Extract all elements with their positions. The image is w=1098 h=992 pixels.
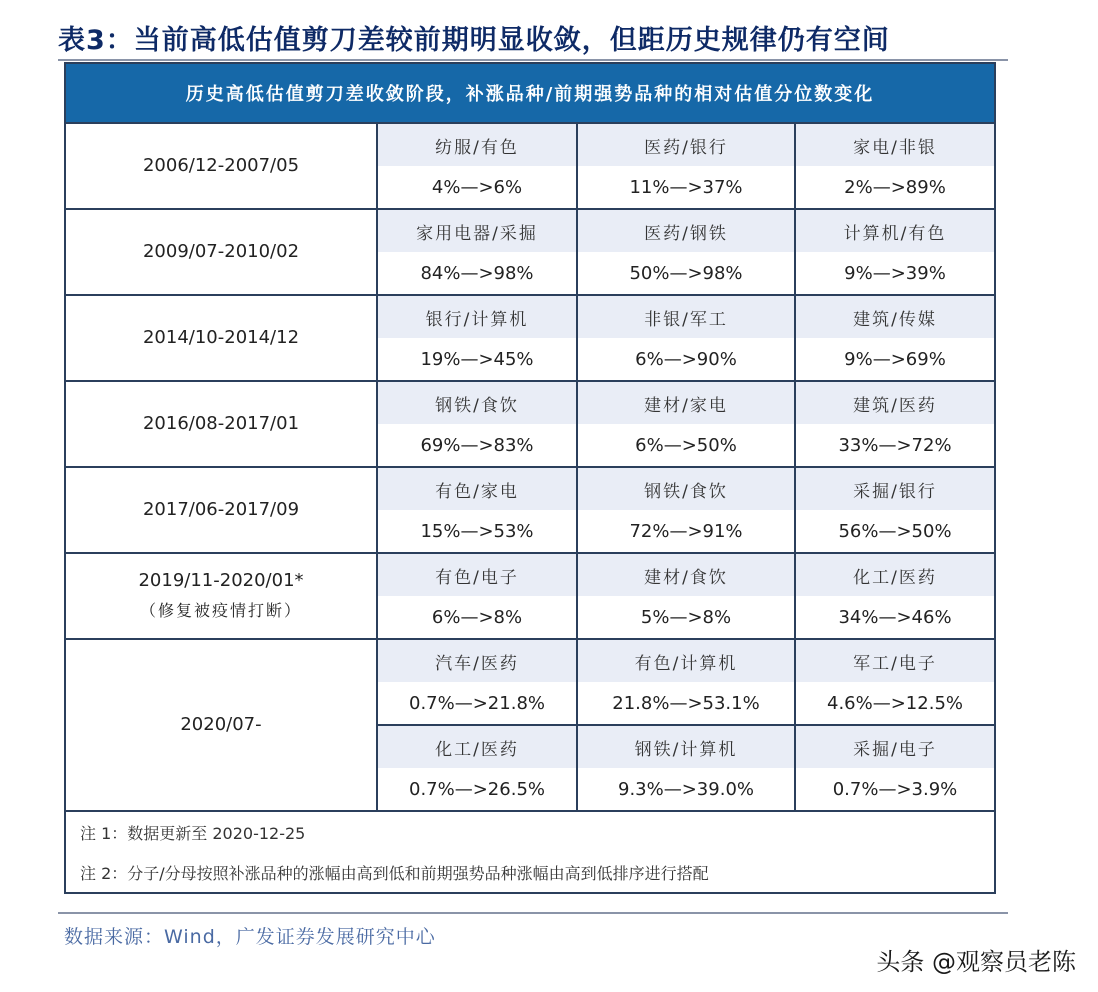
percentile-change: 11%—>37% — [577, 166, 795, 209]
percentile-change: 34%—>46% — [795, 596, 995, 639]
percentile-change: 0.7%—>3.9% — [795, 768, 995, 811]
period-cell — [65, 639, 377, 811]
table-row — [65, 639, 995, 682]
period-cell — [65, 467, 377, 553]
sector-pair: 化工/医药 — [377, 725, 577, 768]
table-note: 注 1：数据更新至 2020-12-25 — [65, 811, 995, 852]
table-row — [65, 209, 995, 252]
period-label: 2006/12-2007/05 — [142, 155, 300, 176]
percentile-change: 6%—>50% — [577, 424, 795, 467]
percentile-change: 4%—>6% — [377, 166, 577, 209]
sector-pair: 医药/钢铁 — [577, 209, 795, 252]
sector-pair: 钢铁/食饮 — [577, 467, 795, 510]
sector-pair: 钢铁/计算机 — [577, 725, 795, 768]
sector-pair: 家电/非银 — [795, 123, 995, 166]
percentile-change: 5%—>8% — [577, 596, 795, 639]
period-label: 2017/06-2017/09 — [142, 499, 300, 520]
data-source: 数据来源：Wind，广发证券发展研究中心 — [64, 926, 436, 948]
sector-pair: 医药/银行 — [577, 123, 795, 166]
source-divider — [58, 912, 1008, 914]
percentile-change: 6%—>8% — [377, 596, 577, 639]
period-label: 2020/07- — [180, 714, 262, 735]
sector-pair: 采掘/银行 — [795, 467, 995, 510]
table-title: 表3：当前高低估值剪刀差较前期明显收敛，但距历史规律仍有空间 — [58, 25, 890, 56]
sector-pair: 汽车/医药 — [377, 639, 577, 682]
sector-pair: 建材/食饮 — [577, 553, 795, 596]
sector-pair: 有色/计算机 — [577, 639, 795, 682]
period-cell — [65, 209, 377, 295]
sector-pair: 采掘/电子 — [795, 725, 995, 768]
percentile-change: 19%—>45% — [377, 338, 577, 381]
sector-pair: 建材/家电 — [577, 381, 795, 424]
percentile-change: 9%—>69% — [795, 338, 995, 381]
sector-pair: 有色/家电 — [377, 467, 577, 510]
period-cell — [65, 553, 377, 639]
percentile-change: 0.7%—>26.5% — [377, 768, 577, 811]
sector-pair: 非银/军工 — [577, 295, 795, 338]
percentile-change: 50%—>98% — [577, 252, 795, 295]
percentile-change: 9%—>39% — [795, 252, 995, 295]
percentile-change: 21.8%—>53.1% — [577, 682, 795, 725]
period-cell — [65, 381, 377, 467]
sector-pair: 建筑/医药 — [795, 381, 995, 424]
note-row — [65, 852, 995, 893]
title-divider — [58, 59, 1008, 61]
sector-pair: 家用电器/采掘 — [377, 209, 577, 252]
period-note: （修复被疫情打断） — [139, 601, 302, 620]
period-label: 2019/11-2020/01* — [138, 570, 304, 591]
sector-pair: 化工/医药 — [795, 553, 995, 596]
watermark: 头条 @观察员老陈 — [876, 948, 1076, 976]
period-label: 2009/07-2010/02 — [142, 241, 300, 262]
sector-pair: 军工/电子 — [795, 639, 995, 682]
percentile-change: 56%—>50% — [795, 510, 995, 553]
table-row — [65, 123, 995, 166]
percentile-change: 4.6%—>12.5% — [795, 682, 995, 725]
sector-pair: 有色/电子 — [377, 553, 577, 596]
table-header: 历史高低估值剪刀差收敛阶段，补涨品种/前期强势品种的相对估值分位数变化 — [65, 63, 995, 123]
percentile-change: 15%—>53% — [377, 510, 577, 553]
period-label: 2014/10-2014/12 — [142, 327, 300, 348]
sector-pair: 建筑/传媒 — [795, 295, 995, 338]
table-note: 注 2：分子/分母按照补涨品种的涨幅由高到低和前期强势品种涨幅由高到低排序进行搭配 — [65, 852, 995, 893]
note-row — [65, 811, 995, 852]
sector-pair: 计算机/有色 — [795, 209, 995, 252]
percentile-change: 9.3%—>39.0% — [577, 768, 795, 811]
table-row — [65, 295, 995, 338]
period-cell — [65, 123, 377, 209]
percentile-change: 33%—>72% — [795, 424, 995, 467]
sector-pair: 钢铁/食饮 — [377, 381, 577, 424]
percentile-change: 69%—>83% — [377, 424, 577, 467]
percentile-change: 6%—>90% — [577, 338, 795, 381]
table-row — [65, 381, 995, 424]
table-row — [65, 553, 995, 596]
sector-pair: 银行/计算机 — [377, 295, 577, 338]
valuation-table — [64, 62, 996, 894]
table-row — [65, 467, 995, 510]
percentile-change: 0.7%—>21.8% — [377, 682, 577, 725]
period-label: 2016/08-2017/01 — [142, 413, 300, 434]
percentile-change: 72%—>91% — [577, 510, 795, 553]
sector-pair: 纺服/有色 — [377, 123, 577, 166]
period-cell — [65, 295, 377, 381]
percentile-change: 2%—>89% — [795, 166, 995, 209]
percentile-change: 84%—>98% — [377, 252, 577, 295]
